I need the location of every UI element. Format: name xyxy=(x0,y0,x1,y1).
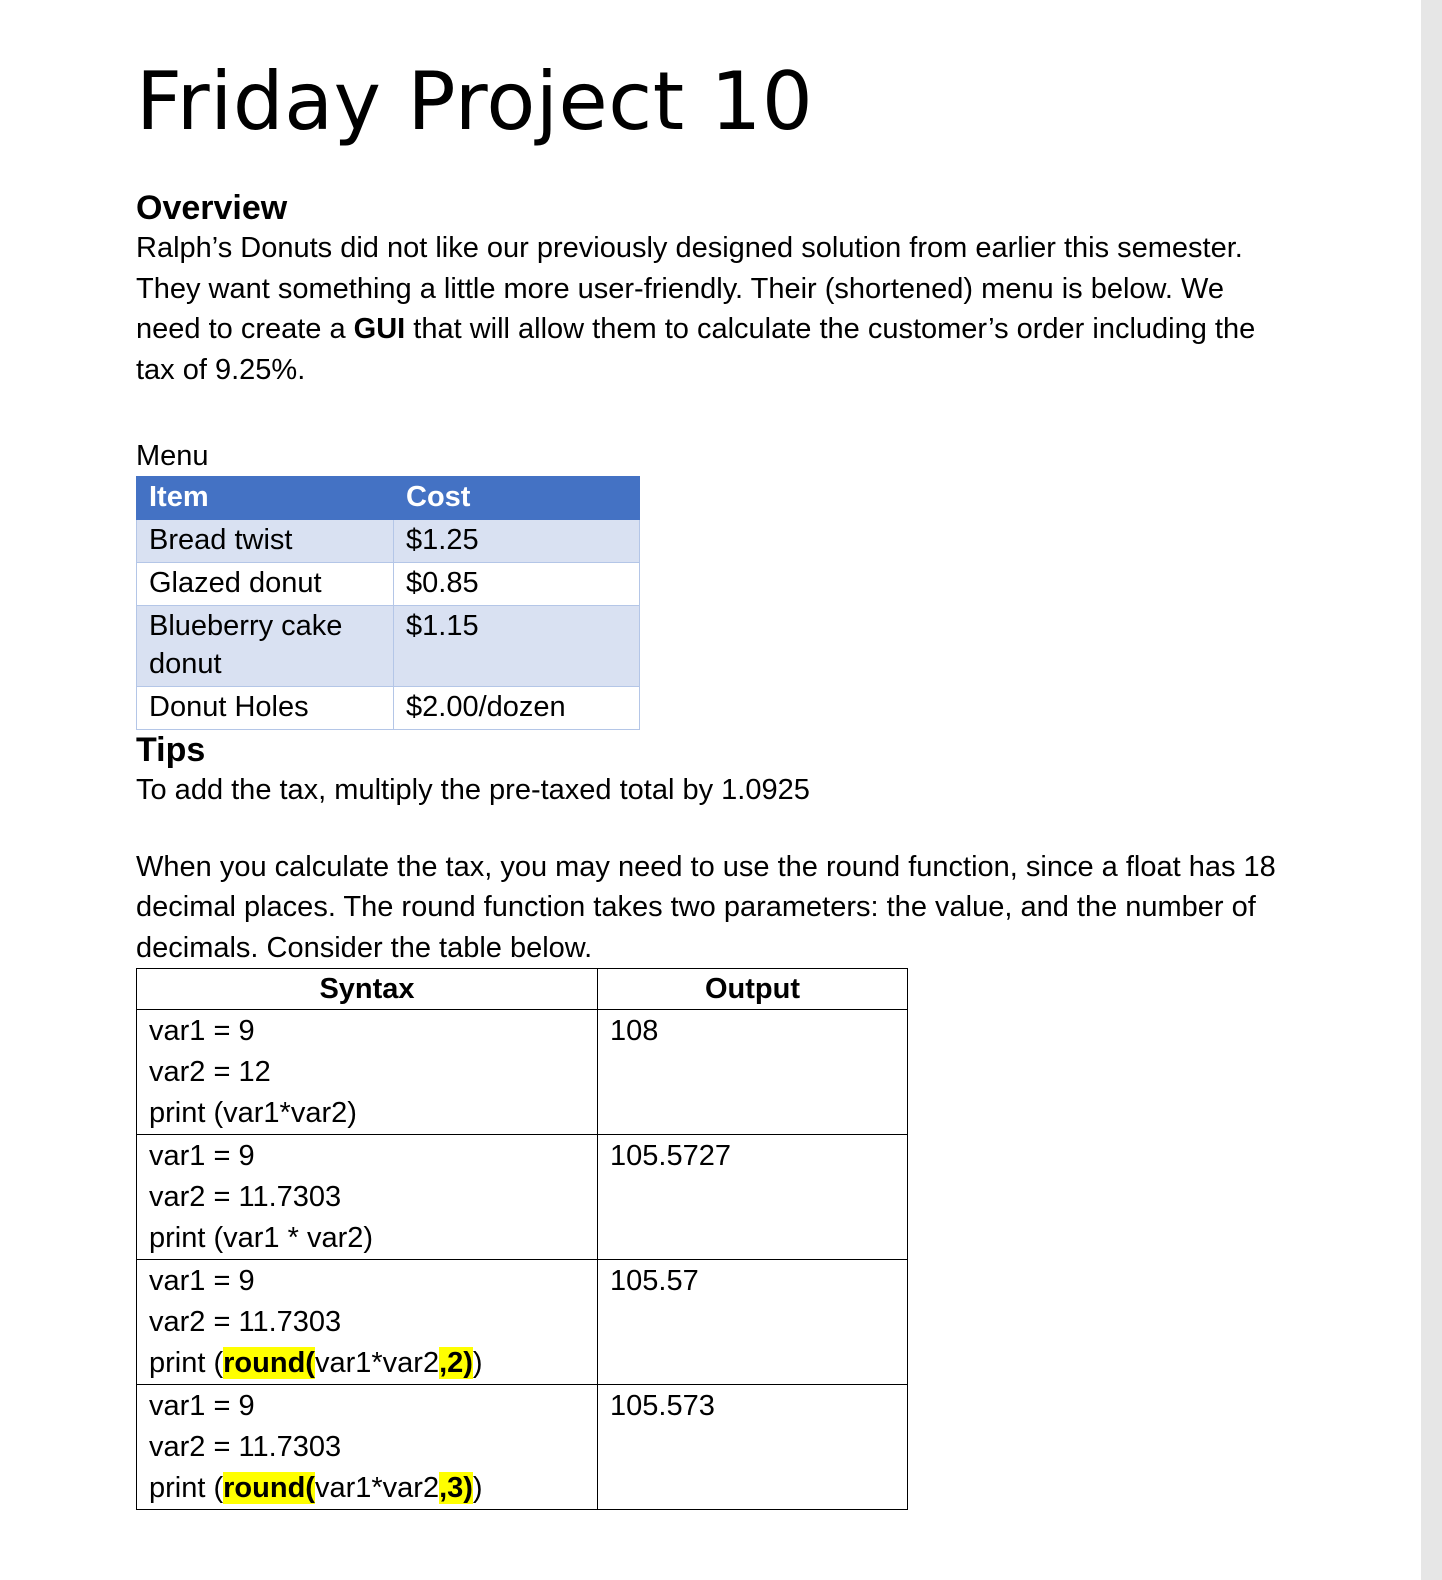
code-fragment: print ( xyxy=(149,1472,224,1504)
code-line: var2 = 11.7303 xyxy=(149,1306,342,1338)
overview-heading: Overview xyxy=(136,189,288,227)
code-line: print (var1*var2) xyxy=(149,1097,357,1129)
table-row xyxy=(137,1135,908,1260)
highlighted-round-call: round( xyxy=(223,1472,315,1504)
output-cell: 105.573 xyxy=(598,1385,908,1510)
menu-cost-cell: $2.00/dozen xyxy=(394,687,640,730)
table-row xyxy=(137,520,640,563)
table-row xyxy=(137,687,640,730)
menu-cost-cell: $1.25 xyxy=(394,520,640,563)
syntax-header-row xyxy=(137,969,908,1010)
tips-line-1: To add the tax, multiply the pre-taxed total by 1.0925 xyxy=(136,774,810,806)
paragraph-gap xyxy=(136,811,1276,847)
code-fragment: ) xyxy=(472,1347,483,1379)
code-line-round xyxy=(149,1343,585,1384)
output-cell: 105.57 xyxy=(598,1260,908,1385)
menu-item-cell: Bread twist xyxy=(137,520,394,563)
table-row xyxy=(137,563,640,606)
output-header: Output xyxy=(598,969,908,1010)
code-fragment: print ( xyxy=(149,1347,224,1379)
output-cell: 108 xyxy=(598,1010,908,1135)
page-title: Friday Project 10 xyxy=(136,55,814,148)
syntax-header: Syntax xyxy=(137,969,598,1010)
table-row xyxy=(137,1385,908,1510)
page-edge-gutter xyxy=(1421,0,1442,1580)
code-cell xyxy=(137,1260,598,1385)
code-cell xyxy=(137,1135,598,1260)
menu-item-cell: Blueberry cake donut xyxy=(137,606,394,687)
menu-cost-cell: $1.15 xyxy=(394,606,640,687)
menu-cost-cell: $0.85 xyxy=(394,563,640,606)
menu-table xyxy=(136,476,640,730)
output-cell: 105.5727 xyxy=(598,1135,908,1260)
table-row xyxy=(137,1010,908,1135)
overview-paragraph xyxy=(136,228,1276,390)
code-line: var1 = 9 xyxy=(149,1265,255,1297)
tips-heading: Tips xyxy=(136,731,206,769)
table-row xyxy=(137,1260,908,1385)
document-body xyxy=(136,52,1276,1510)
highlighted-round-args: ,2) xyxy=(439,1347,473,1379)
table-row xyxy=(137,606,640,687)
overview-bold-gui: GUI xyxy=(353,313,406,345)
menu-header-row xyxy=(137,477,640,520)
code-line: var1 = 9 xyxy=(149,1390,255,1422)
code-fragment: var1*var2 xyxy=(314,1472,440,1504)
code-cell xyxy=(137,1010,598,1135)
menu-item-cell: Donut Holes xyxy=(137,687,394,730)
menu-caption: Menu xyxy=(136,440,209,472)
syntax-table xyxy=(136,968,908,1510)
code-fragment: var1*var2 xyxy=(314,1347,440,1379)
code-line: var1 = 9 xyxy=(149,1015,255,1047)
overview-text-before: Ralph’s Donuts did not like our previously designed solution from earlier this semester. They want something a little more user-friendly. Their (shortened) menu is below. We need to create a xyxy=(136,232,1243,345)
tips-paragraph-2: When you calculate the tax, you may need to use the round function, since a float has 18 decimal places. The round function takes two parameters: the value, and the number of decimals. Consider the table below. xyxy=(136,850,1276,964)
code-line-round xyxy=(149,1468,585,1509)
overview-text-after: that will allow them to calculate the customer’s order including the tax of 9.25%. xyxy=(136,313,1256,386)
highlighted-round-args: ,3) xyxy=(439,1472,473,1504)
menu-header-item: Item xyxy=(137,477,394,520)
code-fragment: ) xyxy=(472,1472,483,1504)
highlighted-round-call: round( xyxy=(223,1347,315,1379)
code-line: var2 = 11.7303 xyxy=(149,1181,342,1213)
code-cell xyxy=(137,1385,598,1510)
code-line: var2 = 12 xyxy=(149,1056,271,1088)
menu-item-cell: Glazed donut xyxy=(137,563,394,606)
code-line: print (var1 * var2) xyxy=(149,1222,374,1254)
menu-header-cost: Cost xyxy=(394,477,640,520)
code-line: var1 = 9 xyxy=(149,1140,255,1172)
code-line: var2 = 11.7303 xyxy=(149,1431,342,1463)
